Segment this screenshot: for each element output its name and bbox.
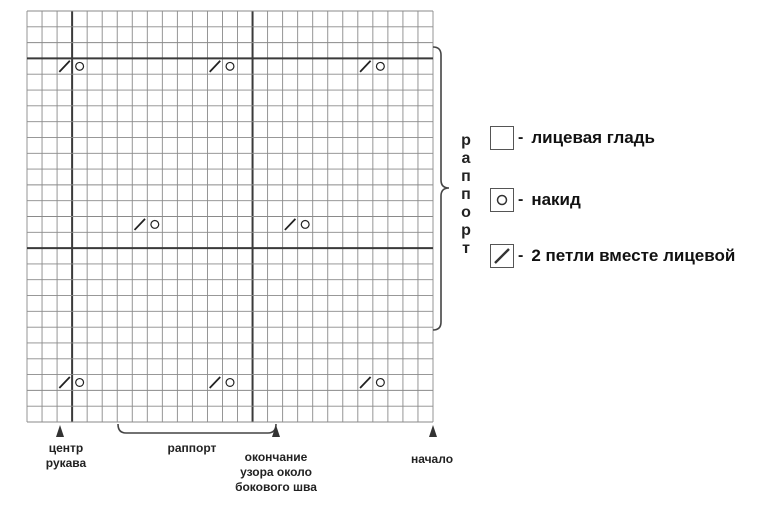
legend-text-stockinette: лицевая гладь	[531, 128, 655, 147]
k2tog-symbol	[59, 377, 70, 388]
end-label-line2: узора около	[240, 465, 312, 479]
k2tog-slash-icon	[490, 244, 514, 268]
start-label	[400, 452, 464, 467]
k2tog-symbol	[360, 61, 371, 72]
k2tog-symbol	[285, 219, 296, 230]
rapport-side-letter: п	[461, 168, 471, 185]
end-label-line3: бокового шва	[235, 480, 317, 494]
k2tog-symbol	[210, 61, 221, 72]
rapport-side-letter: о	[461, 204, 471, 221]
chart-symbols	[59, 61, 384, 388]
chart-grid	[27, 11, 433, 422]
yarn-over-symbol	[151, 220, 159, 228]
legend-item-k2tog	[490, 244, 735, 268]
rapport-bottom-text: раппорт	[167, 441, 217, 455]
k2tog-symbol	[360, 377, 371, 388]
yarn-over-symbol	[376, 379, 384, 387]
legend-dash: -	[518, 191, 524, 208]
yarn-over-symbol	[76, 379, 84, 387]
yarn-over-symbol	[226, 62, 234, 70]
start-text: начало	[410, 452, 454, 466]
end-label-line1: окончание	[244, 450, 308, 464]
k2tog-symbol	[210, 377, 221, 388]
rapport-side-label	[458, 132, 474, 258]
empty-square-icon	[490, 126, 514, 150]
center-label	[42, 441, 90, 471]
center-label-line2: рукава	[45, 456, 87, 470]
yarn-over-symbol	[76, 62, 84, 70]
legend-item-yarn-over	[490, 188, 581, 212]
rapport-side-letter: а	[461, 150, 471, 167]
legend-item-stockinette	[490, 126, 655, 150]
rapport-bottom-brace	[118, 424, 276, 433]
center-marker-icon	[56, 425, 64, 437]
center-label-line1: центр	[48, 441, 84, 455]
rapport-side-letter: р	[461, 132, 471, 149]
rapport-side-letter: п	[461, 186, 471, 203]
legend-dash: -	[518, 247, 524, 264]
rapport-side-brace	[433, 47, 449, 330]
legend-dash: -	[518, 129, 524, 146]
legend-text-yarn-over: накид	[531, 190, 581, 209]
rapport-side-letter: т	[462, 240, 470, 257]
yarn-over-circle-icon	[490, 188, 514, 212]
yarn-over-symbol	[376, 62, 384, 70]
yarn-over-symbol	[301, 220, 309, 228]
rapport-side-letter: р	[461, 222, 471, 239]
k2tog-symbol	[135, 219, 146, 230]
start-marker-icon	[429, 425, 437, 437]
yarn-over-symbol	[226, 379, 234, 387]
legend-text-k2tog: 2 петли вместе лицевой	[531, 246, 736, 265]
end-label	[220, 450, 332, 495]
k2tog-symbol	[59, 61, 70, 72]
